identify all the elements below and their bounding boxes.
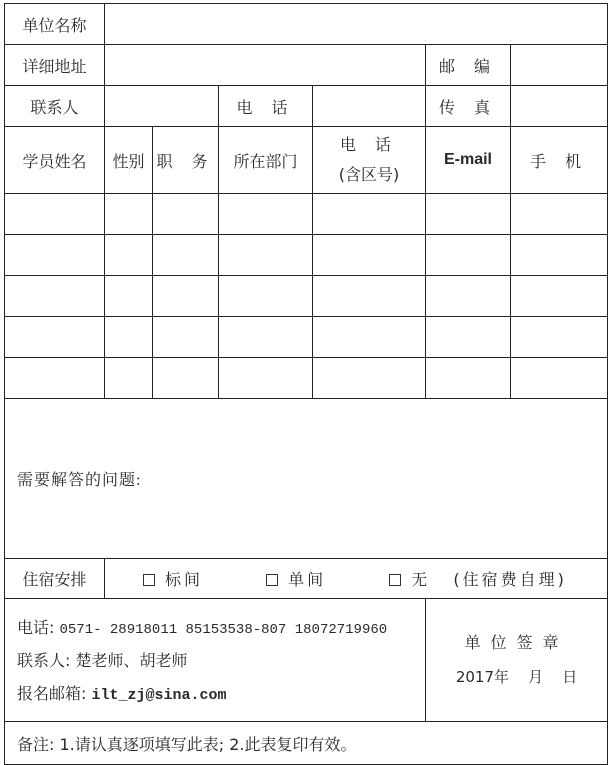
address-label: 详细地址 — [5, 45, 105, 86]
trainee-gender-cell[interactable] — [105, 194, 153, 235]
question-label: 需要解答的问题: — [17, 472, 142, 489]
question-field[interactable] — [5, 399, 608, 559]
trainee-phone-cell[interactable] — [313, 317, 426, 358]
trainee-mobile-cell[interactable] — [511, 276, 608, 317]
trainee-gender-cell[interactable] — [105, 235, 153, 276]
option-standard-room[interactable] — [143, 567, 203, 590]
contact-email-line — [17, 677, 425, 710]
option-no-room[interactable] — [389, 567, 430, 590]
postcode-label: 邮 编 — [426, 45, 511, 86]
contact-person-line — [17, 644, 425, 677]
trainee-gender-cell[interactable] — [105, 317, 153, 358]
contact-info-block — [5, 599, 426, 722]
accommodation-options — [105, 559, 608, 599]
accommodation-row — [5, 559, 608, 599]
trainee-row — [5, 317, 608, 358]
contact-phone-numbers: 0571- 28918011 85153538-807 18072719960 — [59, 622, 388, 638]
trainee-name-cell[interactable] — [5, 194, 105, 235]
signature-month: 月 — [528, 668, 544, 686]
phone-field[interactable] — [313, 86, 426, 127]
trainee-gender-cell[interactable] — [105, 358, 153, 399]
trainee-row — [5, 194, 608, 235]
contact-person-names: 楚老师、胡老师 — [75, 651, 188, 670]
contact-person-field[interactable] — [105, 86, 219, 127]
trainee-position-cell[interactable] — [153, 276, 219, 317]
postcode-field[interactable] — [511, 45, 608, 86]
remark-row — [5, 722, 608, 765]
signature-title: 单位签章 — [464, 633, 569, 652]
trainee-email-cell[interactable] — [426, 358, 511, 399]
trainee-row — [5, 276, 608, 317]
trainee-position-cell[interactable] — [153, 317, 219, 358]
checkbox-single-room[interactable] — [266, 574, 278, 586]
contact-email-label: 报名邮箱: — [17, 684, 87, 703]
trainee-name-cell[interactable] — [5, 276, 105, 317]
option-single-room[interactable] — [266, 567, 326, 590]
trainee-department-cell[interactable] — [219, 358, 313, 399]
trainee-name-cell[interactable] — [5, 317, 105, 358]
option-standard-room-label: 标间 — [165, 570, 204, 589]
option-no-room-label: 无 — [411, 570, 431, 589]
trainee-email-cell[interactable] — [426, 194, 511, 235]
trainee-mobile-cell[interactable] — [511, 194, 608, 235]
trainee-row — [5, 235, 608, 276]
contact-phone-line — [17, 611, 425, 644]
trainee-header-row — [5, 127, 608, 194]
column-header-gender: 性别 — [105, 127, 153, 194]
trainee-department-cell[interactable] — [219, 317, 313, 358]
column-header-phone-line1: 电 话 — [339, 135, 399, 154]
trainee-row — [5, 358, 608, 399]
trainee-phone-cell[interactable] — [313, 276, 426, 317]
accommodation-fee-note: (住宿费自理) — [453, 570, 567, 589]
contact-email-value[interactable]: ilt_zj@sina.com — [91, 687, 227, 704]
trainee-mobile-cell[interactable] — [511, 235, 608, 276]
fax-label: 传 真 — [426, 86, 511, 127]
trainee-department-cell[interactable] — [219, 235, 313, 276]
trainee-mobile-cell[interactable] — [511, 358, 608, 399]
trainee-mobile-cell[interactable] — [511, 317, 608, 358]
trainee-phone-cell[interactable] — [313, 358, 426, 399]
option-single-room-label: 单间 — [288, 570, 327, 589]
contact-person-info-label: 联系人: — [17, 651, 71, 670]
trainee-name-cell[interactable] — [5, 358, 105, 399]
column-header-mobile: 手 机 — [511, 127, 608, 194]
signature-day: 日 — [562, 668, 578, 686]
column-header-department: 所在部门 — [219, 127, 313, 194]
trainee-department-cell[interactable] — [219, 276, 313, 317]
address-field[interactable] — [105, 45, 426, 86]
phone-label: 电 话 — [219, 86, 313, 127]
checkbox-no-room[interactable] — [389, 574, 401, 586]
signature-date — [426, 660, 607, 694]
column-header-phone — [313, 127, 426, 194]
column-header-position: 职 务 — [153, 127, 219, 194]
unit-name-row — [5, 4, 608, 45]
trainee-email-cell[interactable] — [426, 317, 511, 358]
address-row — [5, 45, 608, 86]
trainee-position-cell[interactable] — [153, 235, 219, 276]
trainee-name-cell[interactable] — [5, 235, 105, 276]
trainee-phone-cell[interactable] — [313, 235, 426, 276]
unit-name-label: 单位名称 — [5, 4, 105, 45]
signature-block — [426, 599, 608, 722]
signature-year: 2017年 — [455, 668, 510, 686]
remark-text: 备注: 1.请认真逐项填写此表; 2.此表复印有效。 — [5, 722, 608, 765]
trainee-gender-cell[interactable] — [105, 276, 153, 317]
trainee-email-cell[interactable] — [426, 235, 511, 276]
unit-name-field[interactable] — [105, 4, 608, 45]
column-header-phone-line2: (含区号) — [338, 165, 400, 184]
contact-person-label: 联系人 — [5, 86, 105, 127]
column-header-email: E-mail — [426, 127, 511, 194]
trainee-position-cell[interactable] — [153, 358, 219, 399]
trainee-email-cell[interactable] — [426, 276, 511, 317]
checkbox-standard-room[interactable] — [143, 574, 155, 586]
contact-row — [5, 86, 608, 127]
trainee-phone-cell[interactable] — [313, 194, 426, 235]
contact-info-row — [5, 599, 608, 722]
trainee-position-cell[interactable] — [153, 194, 219, 235]
fax-field[interactable] — [511, 86, 608, 127]
trainee-department-cell[interactable] — [219, 194, 313, 235]
question-row — [5, 399, 608, 559]
column-header-name: 学员姓名 — [5, 127, 105, 194]
registration-form-table — [4, 3, 608, 765]
contact-phone-label: 电话: — [17, 618, 55, 637]
accommodation-label: 住宿安排 — [5, 559, 105, 599]
